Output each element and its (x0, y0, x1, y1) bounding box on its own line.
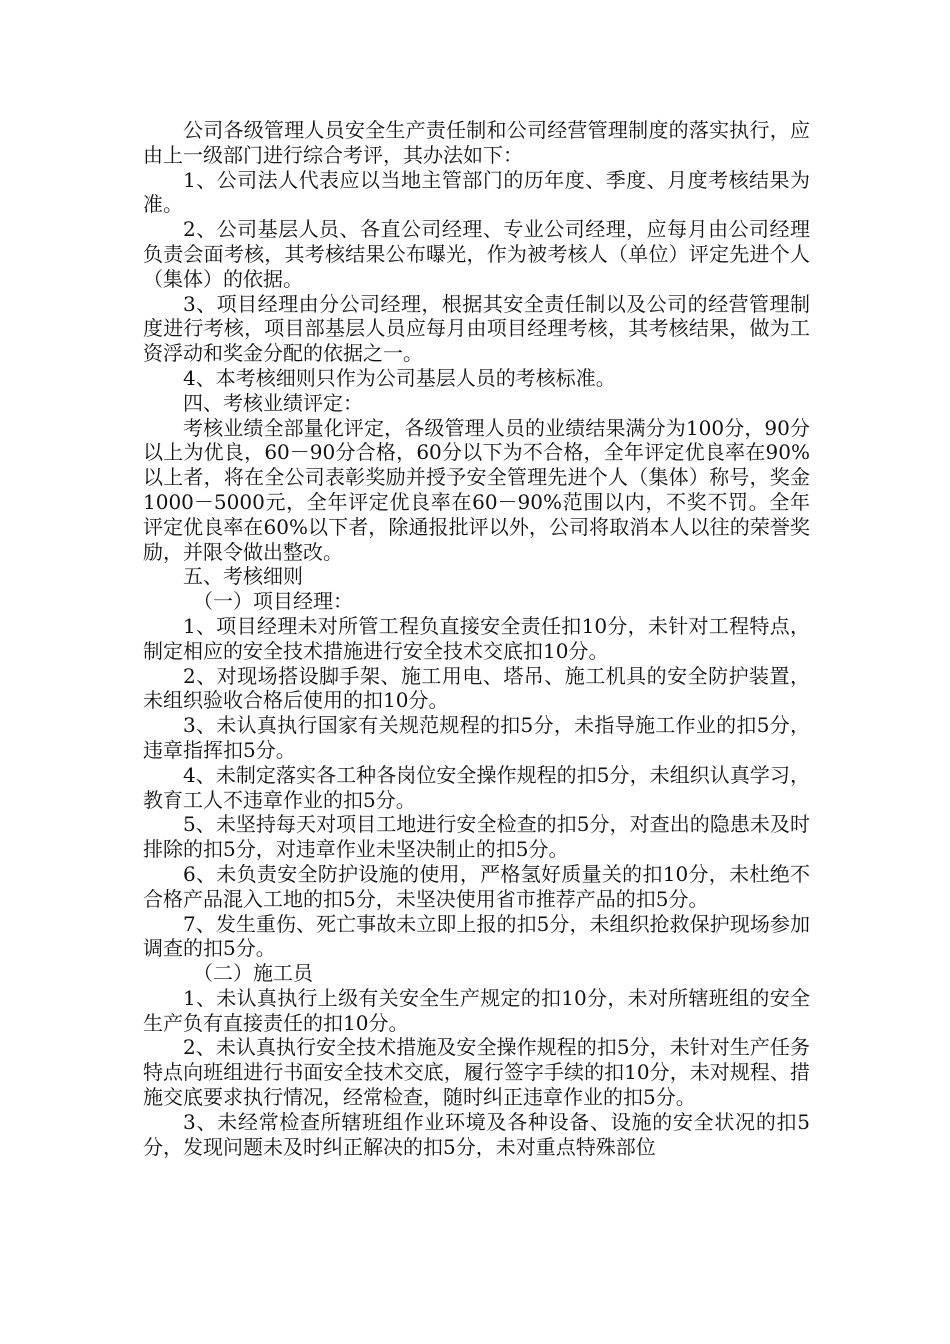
pm-rule-3: 3、未认真执行国家有关规范规程的扣5分，未指导施工作业的扣5分，违章指挥扣5分。 (143, 713, 810, 762)
section-heading-4: 四、考核业绩评定： (183, 390, 363, 415)
subsection-heading-project-manager: （一）项目经理： (193, 589, 353, 614)
pm-rule-7: 7、发生重伤、死亡事故未立即上报的扣5分，未组织抢救保护现场参加调查的扣5分。 (143, 911, 810, 961)
paragraph-item-1: 1、公司法人代表应以当地主管部门的历年度、季度、月度考核结果为准。 (143, 167, 810, 217)
cw-rule-3: 3、未经常检查所辖班组作业环境及各种设备、设施的安全状况的扣5分，发现问题未及时纠正解决的扣5分，未对重点特殊部位 (143, 1109, 810, 1159)
paragraph-item-3: 3、项目经理由分公司经理，根据其安全责任制以及公司的经营管理制度进行考核，项目部基层人员应每月由项目经理考核，其考核结果，做为工资浮动和奖金分配的依据之一。 (143, 291, 810, 366)
section-heading-5: 五、考核细则 (183, 564, 303, 589)
paragraph-item-4: 4、本考核细则只作为公司基层人员的考核标准。 (183, 365, 616, 390)
pm-rule-4: 4、未制定落实各工种各岗位安全操作规程的扣5分，未组织认真学习，教育工人不违章作业的扣5分。 (143, 762, 810, 812)
pm-rule-5: 5、未坚持每天对项目工地进行安全检查的扣5分，对查出的隐患未及时排除的扣5分，对违章作业未坚决制止的扣5分。 (143, 812, 810, 862)
subsection-heading-construction-worker: （二）施工员 (193, 961, 313, 986)
paragraph-item-2: 2、公司基层人员、各直公司经理、专业公司经理，应每月由公司经理负责会面考核，其考核结果公布曝光，作为被考核人（单位）评定先进个人（集体）的依据。 (143, 217, 810, 291)
intro-paragraph: 公司各级管理人员安全生产责任制和公司经营管理制度的落实执行，应由上一级部门进行综合考评，其办法如下： (143, 118, 810, 167)
document-body (143, 118, 810, 1159)
cw-rule-2: 2、未认真执行安全技术措施及安全操作规程的扣5分，未针对生产任务特点向班组进行书面安全技术交底，履行签字手续的扣10分，未对规程、措施交底要求执行情况，经常检查，随时纠正违章作业的扣5分。 (143, 1035, 810, 1110)
pm-rule-6: 6、未负责安全防护设施的使用，严格氢好质量关的扣10分，未杜绝不合格产品混入工地的扣5分，未坚决使用省市推荐产品的扣5分。 (143, 861, 810, 911)
performance-evaluation-paragraph: 考核业绩全部量化评定，各级管理人员的业绩结果满分为100分，90分以上为优良，60－90分合格，60分以下为不合格，全年评定优良率在90%以上者，将在全公司表彰奖励并授予安全管理先进个人（集体）称号，奖金1000－5000元，全年评定优良率在60－90%范围以内，不奖不罚。全年评定优良率在60%以下者，除通报批评以外，公司将取消本人以往的荣誉奖励，并限令做出整改。 (143, 415, 810, 564)
pm-rule-1: 1、项目经理未对所管工程负直接安全责任扣10分，未针对工程特点，制定相应的安全技术措施进行安全技术交底扣10分。 (143, 613, 810, 663)
cw-rule-1: 1、未认真执行上级有关安全生产规定的扣10分，未对所辖班组的安全生产负有直接责任的扣10分。 (143, 985, 810, 1035)
pm-rule-2: 2、对现场搭设脚手架、施工用电、塔吊、施工机具的安全防护装置，未组织验收合格后使用的扣10分。 (143, 663, 810, 713)
